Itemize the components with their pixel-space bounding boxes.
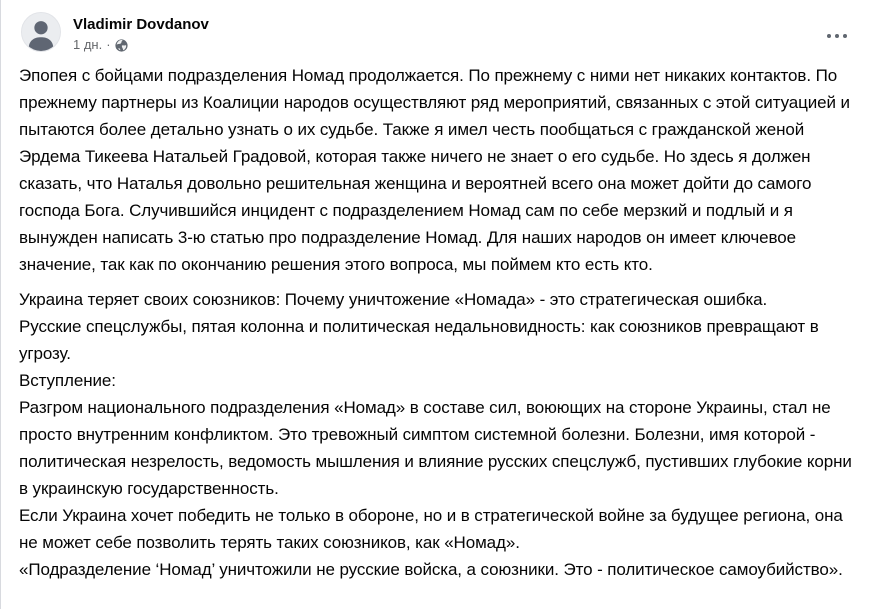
timestamp[interactable]: 1 дн. [73,37,103,52]
header-meta [73,12,209,53]
author-name[interactable]: Vladimir Dovdanov [73,16,209,33]
post-header [1,0,875,53]
post-paragraph-line: Вступление: [19,371,116,390]
post-body [1,53,875,583]
ellipsis-icon [827,34,847,38]
post-paragraph-line: Разгром национального подразделения «Номад» в составе сил, воюющих на стороне Украины, стал не просто внутренним конфликтом. Это тревожный симптом системной болезни. Болезни, имя которой - политическая незрелость, ведомость мышления и влияние русских спецслужб, пустивших глубокие корни в украинскую государственность. [19,398,852,498]
meta-separator: · [106,37,111,52]
post-paragraph-line: Украина теряет своих союзников: Почему уничтожение «Номада» - это стратегическая ошибка. [19,290,768,309]
post-paragraph-line: «Подразделение ‘Номад’ уничтожили не русские войска, а союзники. Это - политическое самоубийство». [19,560,843,579]
globe-public-icon [115,39,128,52]
person-silhouette-icon [22,13,60,51]
post-paragraph: Эпопея с бойцами подразделения Номад продолжается. По прежнему с ними нет никаких контактов. По прежнему партнеры из Коалиции народов осуществляют ряд мероприятий, связанных с этой ситуацией и пытаются более детально узнать о их судьбе. Также я имел честь пообщаться с гражданской женой Эрдема Тикеева Натальей Градовой, которая также ничего не знает о его судьбе. Но здесь я должен сказать, что Наталья довольно решительная женщина и вероятней всего она может дойти до самого господа Бога. Случившийся инцидент с подразделением Номад сам по себе мерзкий и подлый и я вынужден написать 3-ю статью про подразделение Номад. Для наших народов он имеет ключевое значение, так как по окончанию решения этого вопроса, мы поймем кто есть кто. [19,66,850,274]
post-paragraph-line: Русские спецслужбы, пятая колонна и политическая недальновидность: как союзников превращают в угрозу. [19,317,819,363]
post-paragraph-line: Если Украина хочет победить не только в обороне, но и в стратегической войне за будущее региона, она не может себе позволить терять таких союзников, как «Номад». [19,506,843,552]
post-meta-line [73,37,209,53]
avatar[interactable] [21,12,61,52]
post-options-button[interactable] [821,26,853,46]
